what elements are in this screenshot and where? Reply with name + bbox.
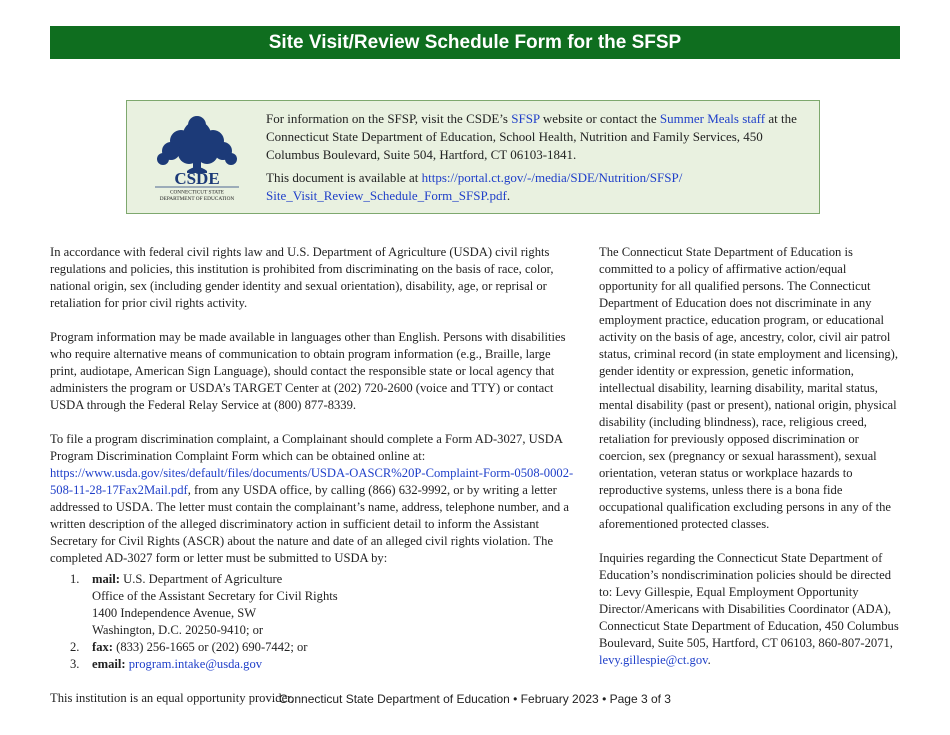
- left-column: [50, 244, 575, 724]
- tree-icon: [157, 116, 237, 173]
- civil-rights-paragraph: In accordance with federal civil rights law and U.S. Department of Agriculture (USDA) civil rights regulations and policies, this institution is prohibited from discriminating on the basis of race, color, national origin, sex (including gender identity and sexual orientation), disability, age, or reprisal or retaliation for prior civil rights activity.: [50, 245, 554, 310]
- info-text-span: For information on the SFSP, visit the CSDE’s: [266, 111, 512, 126]
- info-text-span: .: [506, 188, 511, 203]
- complaint-text-span: To file a program discrimination complaint, a Complainant should complete a Form AD-3027, USDA Program Discrimination Complaint Form which can be obtained online at:: [50, 432, 563, 463]
- levy-gillespie-email-link[interactable]: levy.gillespie@ct.gov: [599, 653, 708, 667]
- summer-meals-staff-link[interactable]: Summer Meals staff: [659, 111, 766, 126]
- mail-address-line: Office of the Assistant Secretary for Civil Rights: [92, 589, 338, 603]
- inquiries-text-span: .: [707, 653, 711, 667]
- mail-address-line: U.S. Department of Agriculture: [123, 572, 283, 586]
- email-label: email:: [92, 657, 126, 671]
- page-title: Site Visit/Review Schedule Form for the SFSP: [50, 26, 900, 59]
- sfsp-link[interactable]: SFSP: [511, 111, 540, 126]
- page-footer: Connecticut State Department of Education • February 2023 • Page 3 of 3: [279, 692, 671, 706]
- document-url-link[interactable]: https://portal.ct.gov/-/media/SDE/Nutrition/SFSP/ Site_Visit_Review_Schedule_Form_SFSP.pdf: [266, 170, 683, 203]
- mail-label: mail:: [92, 572, 120, 586]
- list-item-email: [50, 656, 575, 673]
- list-number: 1.: [70, 572, 80, 586]
- program-info-paragraph: Program information may be made available in languages other than English. Persons with disabilities who require alternative means of communication to obtain program information (e.g., Braille, large print, audiotape, American Sign Language), should contact the responsible state or local agency that administers the program or USDA’s TARGET Center at (202) 720-2600 (voice and TTY) or contact USDA through the Federal Relay Service at (800) 877-8339.: [50, 330, 566, 412]
- info-text-span: This document is available at: [266, 170, 422, 185]
- info-text: [266, 110, 806, 210]
- affirmative-action-paragraph: The Connecticut State Department of Education is committed to a policy of affirmative action/equal opportunity for all qualified persons. The Connecticut Department of Education does not discriminate in any employment practice, education program, or educational activity on the basis of age, ancestry, color, civil air patrol status, criminal record (in state employment and licensing), gender identity or expression, genetic information, intellectual disability, learning disability, marital status, mental disability (past or present), national origin, physical disability (including blindness), race, religious creed, retaliation for previously opposed discrimination or coercion, sex (pregnancy or sexual harassment), sexual orientation, veteran status or workplace hazards to reproductive systems, unless there is a bona fide occupational qualification excluding persons in any of the aforementioned protected classes.: [599, 245, 899, 531]
- logo-acronym: CSDE: [174, 169, 220, 188]
- logo-line1: CONNECTICUT STATE: [169, 189, 225, 196]
- complaint-form-link[interactable]: https://www.usda.gov/sites/default/files/documents/USDA-OASCR%20P-Complaint-Form-0508-0002-508-11-28-17Fax2Mail.pdf: [50, 466, 574, 497]
- program-intake-email-link[interactable]: program.intake@usda.gov: [128, 657, 263, 671]
- list-number: 2.: [70, 640, 80, 654]
- list-number: 3.: [70, 657, 80, 671]
- inquiries-paragraph: [599, 550, 904, 669]
- csde-logo: [145, 113, 249, 205]
- fax-label: fax:: [92, 640, 113, 654]
- complaint-paragraph: [50, 431, 575, 567]
- list-item-fax: [50, 639, 575, 656]
- complaint-text-span: , from any USDA office, by calling (866) 632-9992, or by writing a letter addressed to USDA. The letter must contain the complainant’s name, address, telephone number, and a written description of the alleged discriminatory action in sufficient detail to inform the Assistant Secretary for Civil Rights (ASCR) about the nature and date of an alleged civil rights violation. The completed AD-3027 form or letter must be submitted to USDA by:: [50, 483, 569, 565]
- submission-list: [50, 571, 575, 673]
- mail-address-line: Washington, D.C. 20250-9410; or: [92, 623, 264, 637]
- inquiries-text-span: Inquiries regarding the Connecticut State Department of Education’s nondiscrimination policies should be directed to: Levy Gillespie, Equal Employment Opportunity Director/Americans with Disabilities Coordinator (ADA), Connecticut State Department of Education, 450 Columbus Boulevard, Suite 505, Hartford, CT 06103, 860-807-2071,: [599, 551, 899, 650]
- info-text-span: website or contact the: [539, 111, 660, 126]
- info-box: [126, 100, 820, 214]
- equal-opportunity-statement: This institution is an equal opportunity provider.: [50, 691, 294, 705]
- info-paragraph-1: [266, 110, 806, 164]
- logo-line2: DEPARTMENT OF EDUCATION: [159, 196, 235, 202]
- fax-value: (833) 256-1665 or (202) 690-7442; or: [116, 640, 308, 654]
- right-column: [599, 244, 904, 686]
- mail-address-line: 1400 Independence Avenue, SW: [92, 606, 257, 620]
- info-text-span: at the Connecticut State Department of Education, School Health, Nutrition and Family Services, 450 Columbus Boulevard, Suite 504, Hartford, CT 06103-1841.: [266, 111, 797, 162]
- info-paragraph-2: [266, 169, 806, 205]
- list-item-mail: [50, 571, 575, 639]
